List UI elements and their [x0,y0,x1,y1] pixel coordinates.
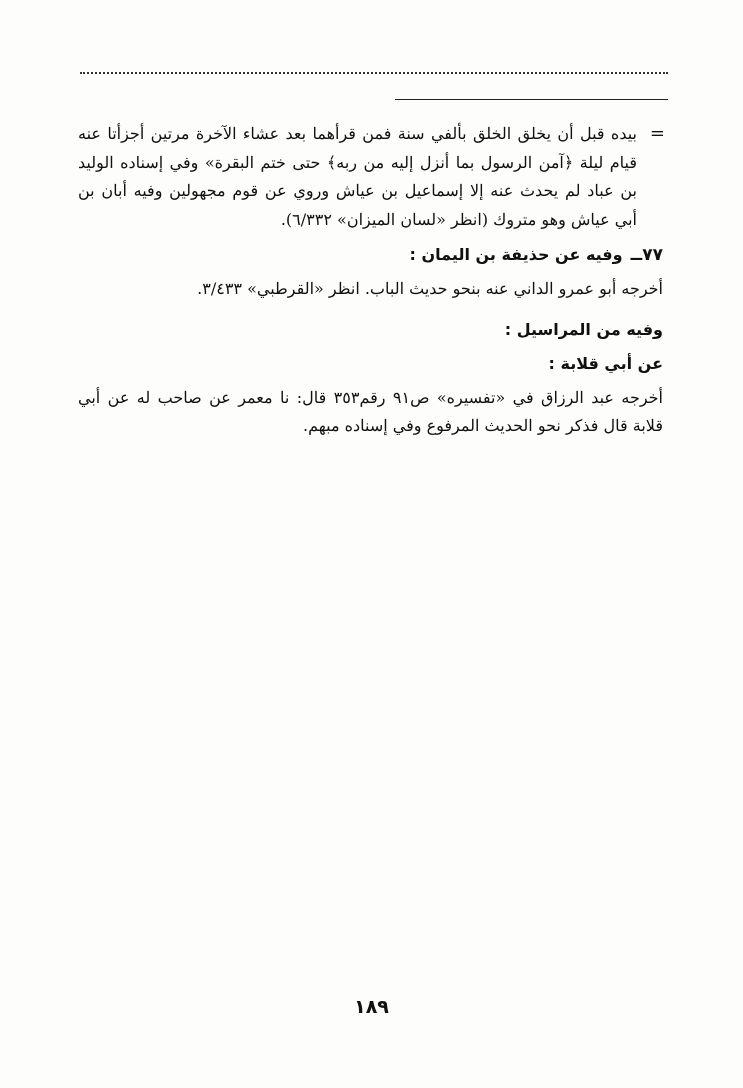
dotted-separator [80,72,668,74]
entry-77-heading: وفيه عن حذيفة بن اليمان : [409,245,623,264]
entry-77-heading-row [78,241,663,269]
entry-77-text: أخرجه أبو عمرو الداني عنه بنحو حديث الباب. انظر «القرطبي» ٣/٤٣٣. [197,279,663,298]
page-content [78,120,663,441]
abu-qilaba-heading: عن أبي قلابة : [548,353,663,373]
footnote-rule [395,99,668,100]
page-number: ١٨٩ [354,996,389,1018]
abu-qilaba-text: أخرجه عبد الرزاق في «تفسيره» ص٩١ رقم٣٥٣ قال: نا معمر عن صاحب له عن أبي قلابة قال فذكر نحو الحديث المرفوع وفي إسناده مبهم. [78,387,664,435]
continued-footnote [78,120,663,234]
entry-number: ٧٧ــ [630,245,663,265]
continuation-mark: = [649,123,665,144]
continued-footnote-text: بيده قبل أن يخلق الخلق بألفي سنة فمن قرأهما بعد عشاء الآخرة مرتين أجزأتا عنه قيام ليلة ﴿آمن الرسول بما أنزل إليه من ربه﴾ حتى ختم البقرة» وفي إسناده الوليد بن عباد لم يحدث عنه إلا إسماعيل بن عياش وروي عن قوم مجهولين وفيه أبان بن أبي عياش وهو متروك (انظر «لسان الميزان» ٦/٣٣٢). [78,124,637,229]
mursal-heading: وفيه من المراسيل : [504,319,663,339]
